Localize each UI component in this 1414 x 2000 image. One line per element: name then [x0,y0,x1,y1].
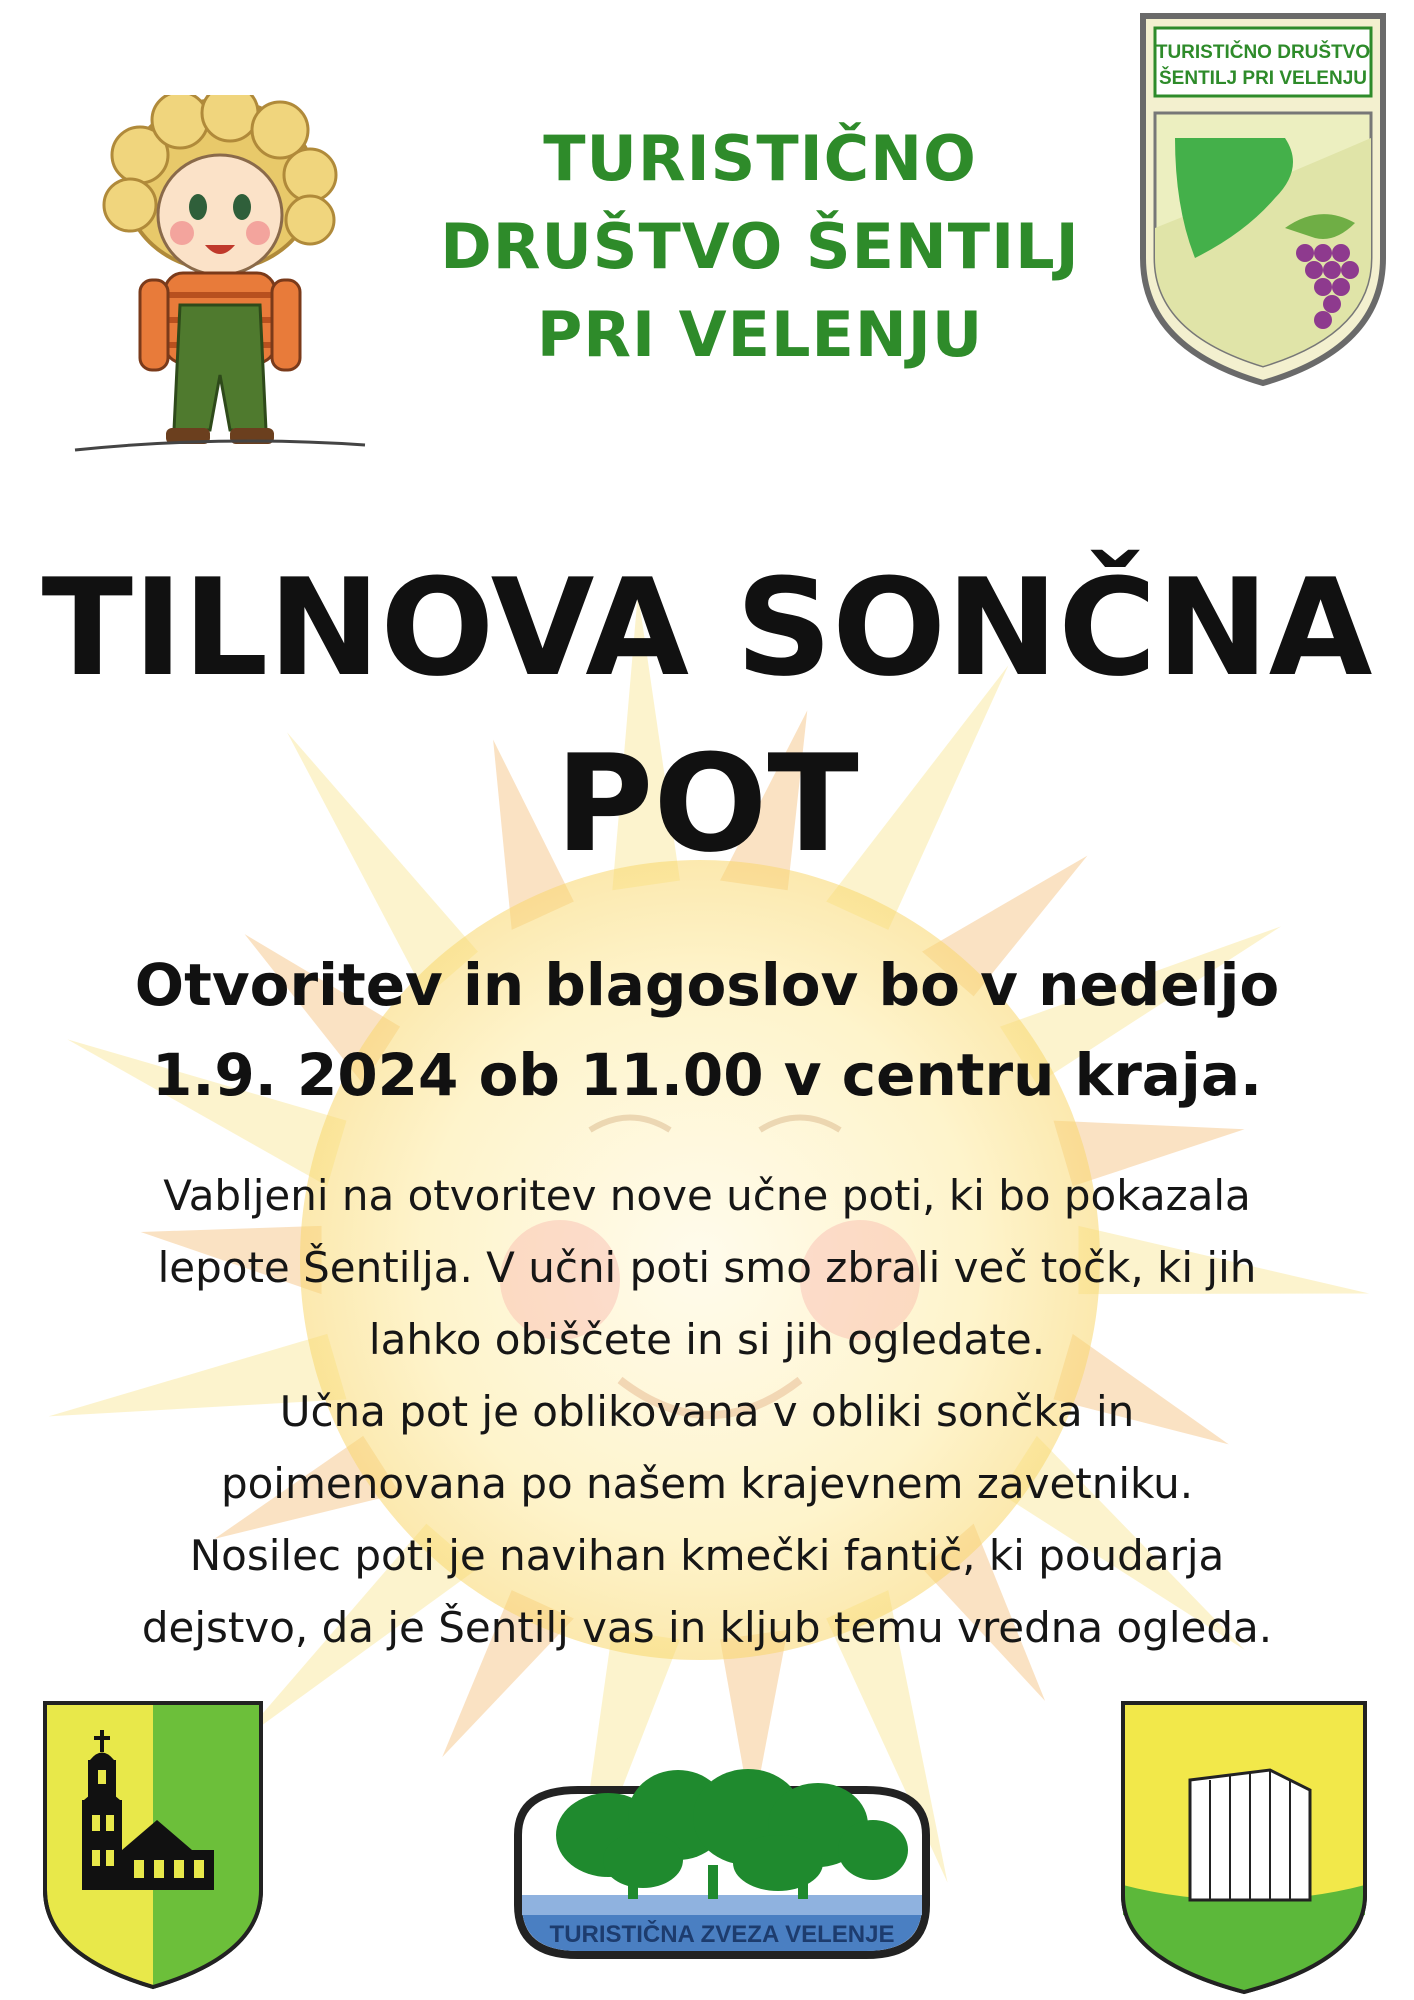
description-line: poimenovana po našem krajevnem zavetniku. [220,1459,1194,1508]
main-title [40,540,1374,892]
building-crest-icon [1120,1700,1368,1995]
event-description [30,1160,1384,1664]
org-title-line: PRI VELENJU [536,298,984,371]
org-title-line: TURISTIČNO [543,122,977,195]
tourist-association-logo [478,1755,966,1970]
shield-text-line: TURISTIČNO DRUŠTVO [1155,42,1371,63]
boy-mascot-icon [70,95,370,465]
description-line: lahko obiščete in si jih ogledate. [368,1315,1046,1364]
description-line: Nosilec poti je navihan kmečki fantič, ki poudarja [189,1531,1225,1580]
organization-title [400,115,1120,379]
main-title-line: TILNOVA SONČNA [41,550,1373,706]
tourist-society-shield-icon [1135,8,1391,388]
description-line: Učna pot je oblikovana v obliki sončka in [279,1387,1135,1436]
description-line: lepote Šentilja. V učni poti smo zbrali več točk, ki jih [157,1243,1257,1292]
org-title-line: DRUŠTVO ŠENTILJ [440,210,1080,283]
church-crest-icon [42,1700,264,1990]
event-announcement [20,940,1394,1120]
tourist-association-label: TURISTIČNA ZVEZA VELENJE [549,1921,895,1948]
description-line: dejstvo, da je Šentilj vas in kljub temu vredna ogleda. [141,1603,1273,1652]
description-line: Vabljeni na otvoritev nove učne poti, ki bo pokazala [163,1171,1251,1220]
main-title-line: POT [555,726,859,882]
shield-text-line: ŠENTILJ PRI VELENJU [1159,68,1367,89]
announcement-line: Otvoritev in blagoslov bo v nedeljo [134,951,1280,1019]
announcement-line: 1.9. 2024 ob 11.00 v centru kraja. [152,1041,1262,1109]
